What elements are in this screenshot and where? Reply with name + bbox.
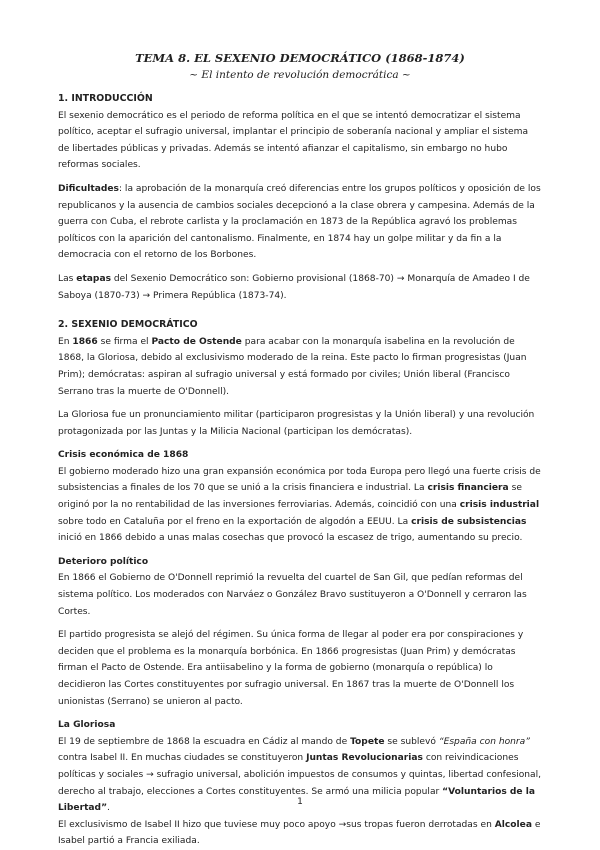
- paragraph-gloriosa-2: El exclusivismo de Isabel II hizo que tuviese muy poco apoyo →sus tropas fueron derrotadas en Alcolea e Isabel partió a Francia exiliada.: [58, 819, 541, 847]
- section-heading-introduccion: 1. INTRODUCCIÓN: [58, 93, 153, 104]
- document-title: TEMA 8. EL SEXENIO DEMOCRÁTICO (1868-1874): [135, 51, 465, 65]
- paragraph-deterioro-1: En 1866 el Gobierno de O'Donnell reprimió la revuelta del cuartel de San Gil, que pedían reformas del sistema político. Los moderados con Narváez o González Bravo sustituyeron a O'Donnell y cerraron las Cortes.: [58, 573, 527, 617]
- subheading-crisis: Crisis económica de 1868: [58, 450, 189, 461]
- paragraph-gloriosa-1: El 19 de septiembre de 1868 la escuadra en Cádiz al mando de Topete se sublevó “España con honra” contra Isabel II. En muchas ciudades se constituyeron Juntas Revolucionarias con reivindicaciones políticas y sociales → sufragio universal, abolición impuestos de consumos y quintas, libertad confesional, derecho al trabajo, elecciones a Cortes constituyentes. Se armó una milicia popular “Voluntarios de la Libertad”.: [58, 736, 542, 814]
- paragraph-gloriosa-intro: La Gloriosa fue un pronunciamiento militar (participaron progresistas y la Unión liberal) y una revolución protagonizada por las Juntas y la Milicia Nacional (participan los demócratas).: [58, 410, 535, 437]
- subheading-deterioro: Deterioro político: [58, 556, 149, 567]
- document-subtitle: ~ El intento de revolución democrática ~: [189, 69, 411, 81]
- paragraph-etapas: Las etapas del Sexenio Democrático son: Gobierno provisional (1868-70) → Monarquía de Amadeo I de Saboya (1870-73) → Primera República (1873-74).: [58, 273, 530, 301]
- page-number: 1: [297, 797, 303, 807]
- paragraph-deterioro-2: El partido progresista se alejó del régimen. Su única forma de llegar al poder era por conspiraciones y deciden que el problema es la monarquía borbónica. En 1866 progresistas (Juan Prim) y demócratas firman el Pacto de Ostende. Era antiisabelino y la forma de gobierno (monarquía o república) lo decidieron las Cortes constituyentes por sufragio universal. En 1867 tras la muerte de O'Donnell los unionistas (Serrano) se unieron al pacto.: [58, 630, 524, 707]
- subheading-gloriosa: La Gloriosa: [58, 720, 116, 731]
- section-heading-sexenio: 2. SEXENIO DEMOCRÁTICO: [58, 319, 198, 331]
- paragraph-ostende: En 1866 se firma el Pacto de Ostende para acabar con la monarquía isabelina en la revolución de 1868, la Gloriosa, debido al exclusivismo moderado de la reina. Este pacto lo firman progresistas (Juan Prim); demócratas: aspiran al sufragio universal y está formado por civiles; Unión liberal (Francisco Serrano tras la muerte de O'Donnell).: [58, 336, 527, 397]
- paragraph-crisis: El gobierno moderado hizo una gran expansión económica por toda Europa pero llegó una fuerte crisis de subsistencias a finales de los 70 que se unió a la crisis financiera e industrial. La crisis financiera se originó por la no rentabilidad de las inversiones ferroviarias. Además, coincidió con una crisis industrial sobre todo en Cataluña por el freno en la exportación de algodón a EEUU. La crisis de subsistencias inició en 1866 debido a unas malas cosechas que provocó la escasez de trigo, aumentando su precio.: [58, 466, 541, 544]
- paragraph-intro-1: El sexenio democrático es el periodo de reforma política en el que se intentó democratizar el sistema político, aceptar el sufragio universal, implantar el principio de soberanía nacional y ampliar el sistema de libertades públicas y privadas. Además se intentó afianzar el capitalismo, sin embargo no hubo reformas sociales.: [58, 110, 529, 171]
- term-etapas: etapas: [76, 273, 111, 284]
- paragraph-dificultades: Dificultades: la aprobación de la monarquía creó diferencias entre los grupos políticos y oposición de los republicanos y la ausencia de cambios sociales decepcionó a la clase obrera y campesina. Además de la guerra con Cuba, el rebrote carlista y la proclamación en 1873 de la República agravó los problemas políticos con la aparición del cantonalismo. Finalmente, en 1874 hay un golpe militar y da fin a la democracia con el retorno de los Borbones.: [58, 183, 541, 261]
- term-dificultades: Dificultades: [58, 183, 119, 194]
